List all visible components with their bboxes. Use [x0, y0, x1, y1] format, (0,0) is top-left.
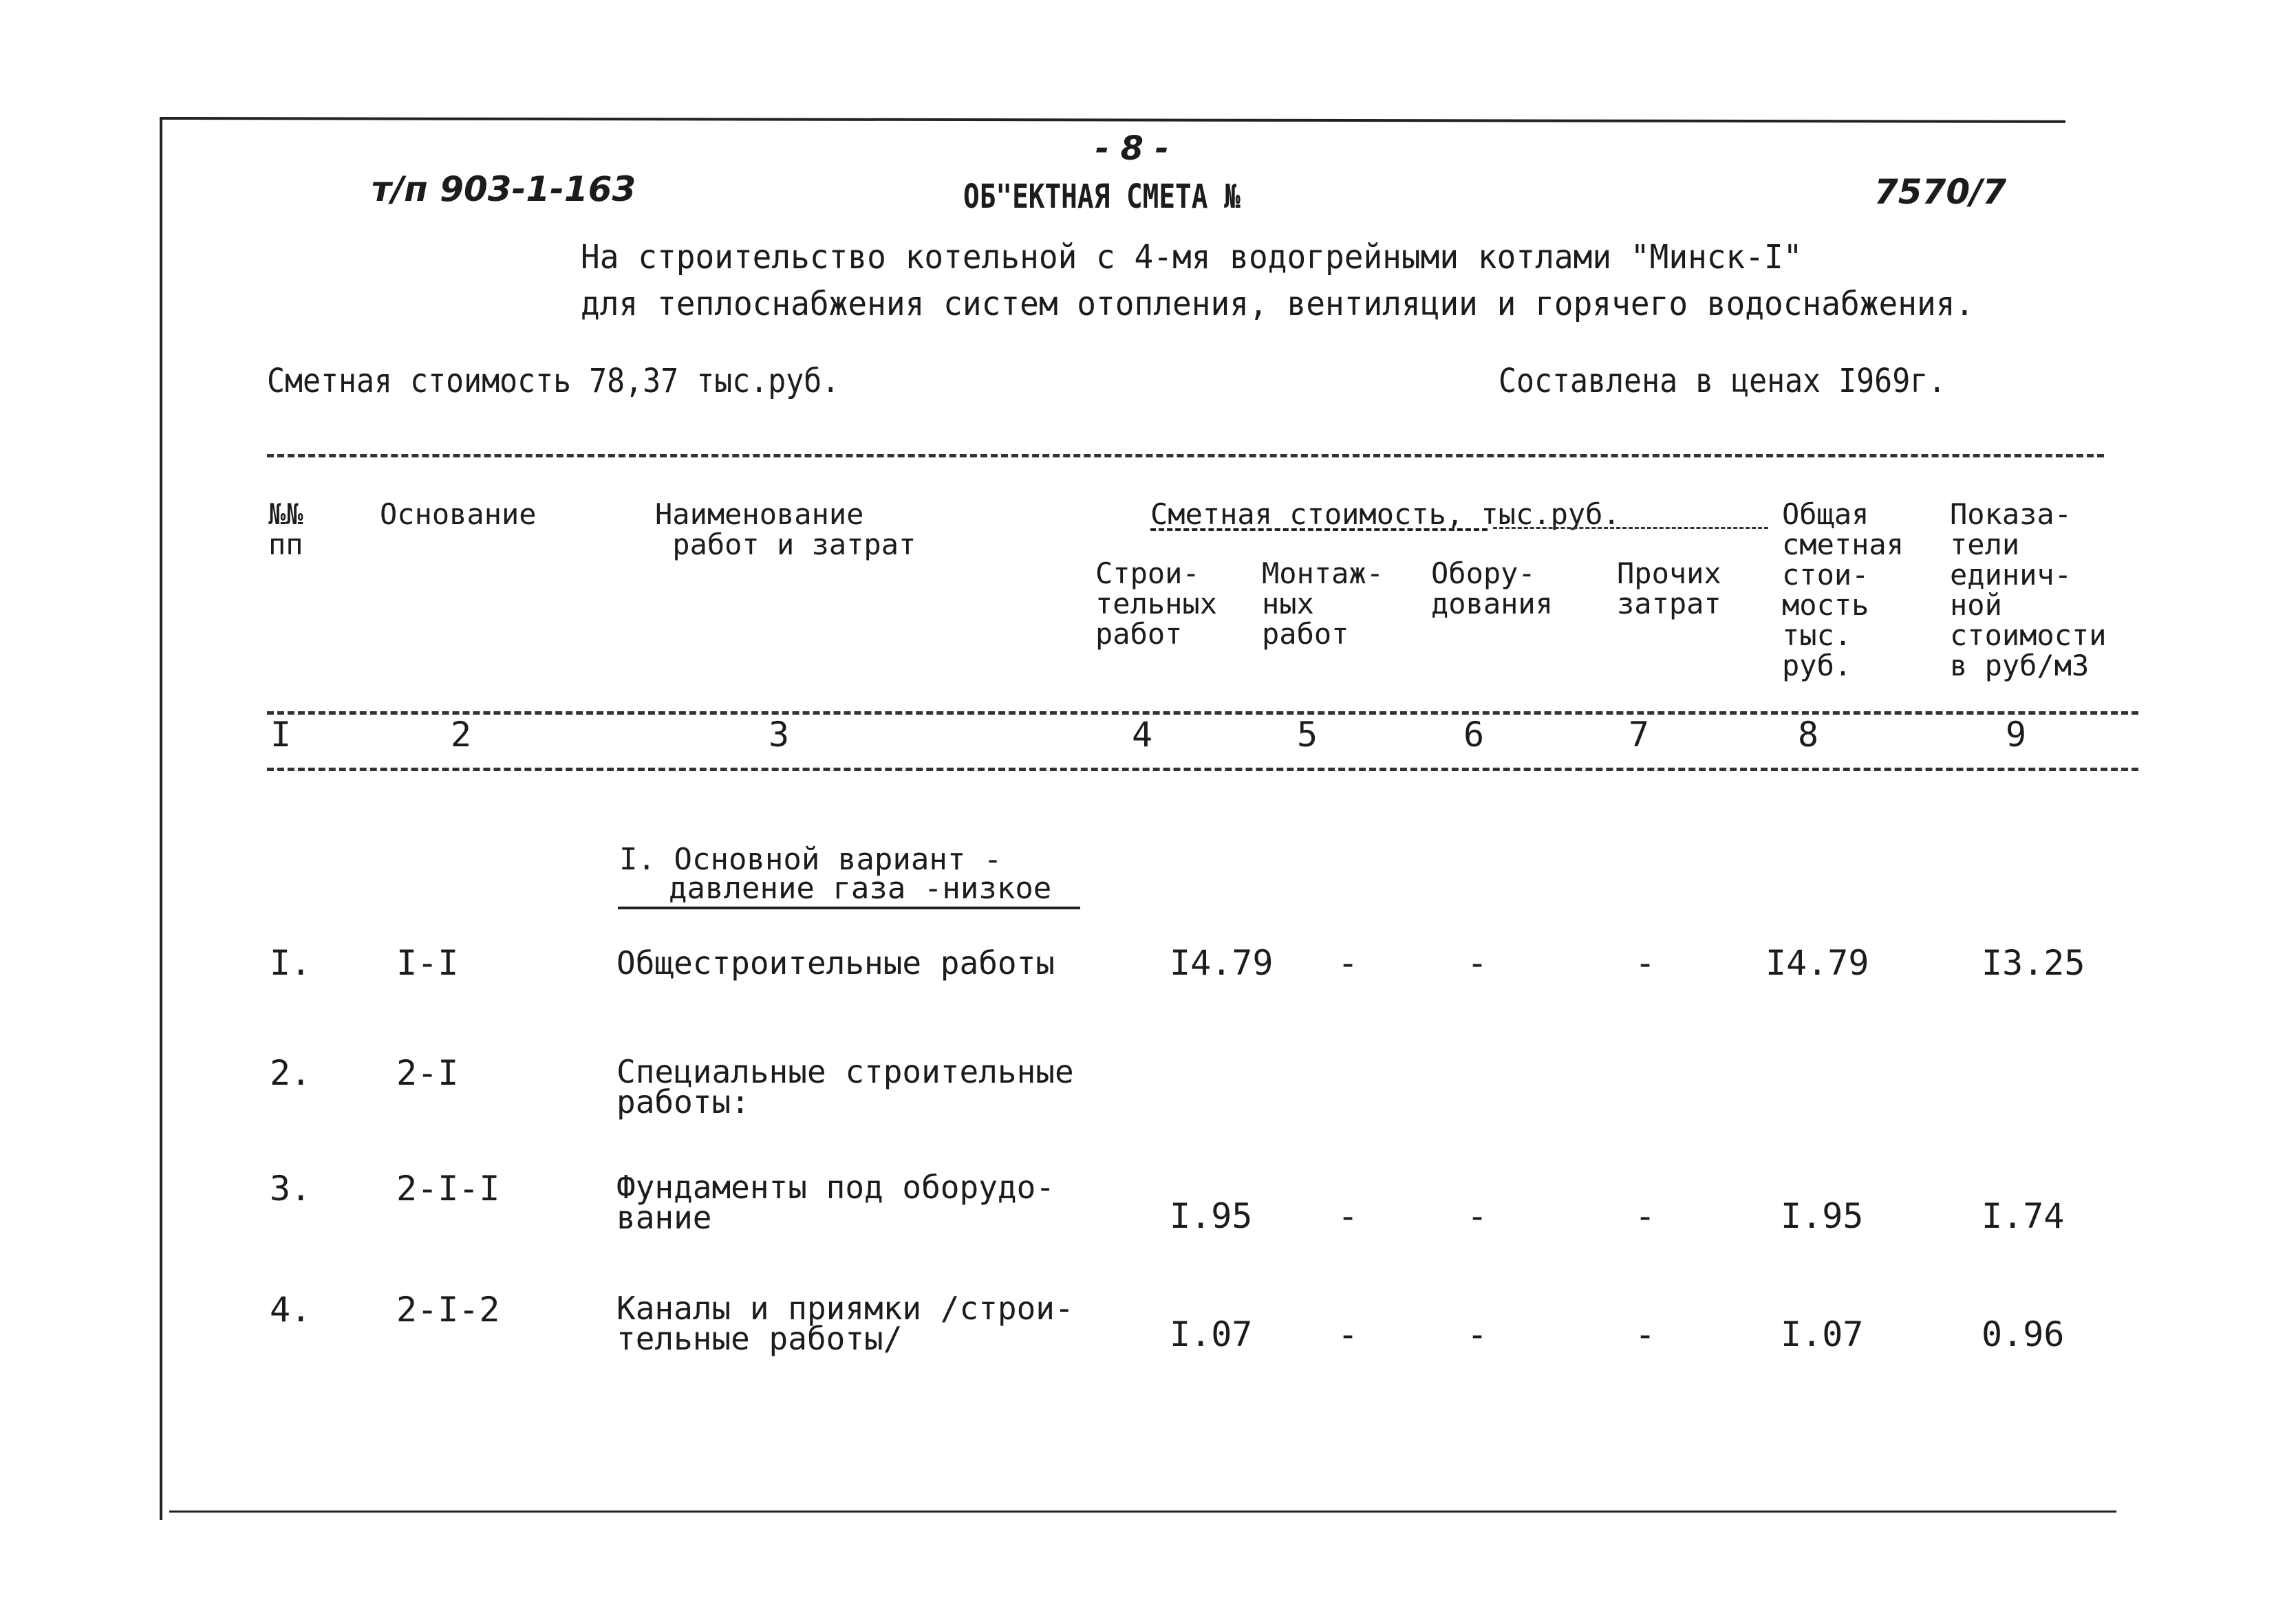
column-number-6: 6	[1463, 715, 1485, 755]
group-header-underline	[1150, 528, 1488, 531]
row-other-cost: -	[1635, 943, 1656, 983]
document-title: ОБ"ЕКТНАЯ СМЕТА №	[963, 177, 1241, 216]
column-header-name: Наименование работ и затрат	[655, 497, 916, 561]
column-header-unit-cost: Показа- тели единич- ной стоимости в руб/м3	[1950, 497, 2107, 682]
row-total-cost: I.95	[1781, 1196, 1864, 1236]
column-numbers-bottom-rule	[267, 768, 2138, 771]
estimate-number: 7570/7	[1874, 172, 2007, 212]
row-number: 3.	[270, 1169, 312, 1209]
estimated-cost: Сметная стоимость 78,37 тыс.руб.	[267, 362, 840, 400]
section-title-line-2: давление газа -низкое	[669, 871, 1052, 906]
column-header-basis: Основание	[380, 497, 537, 531]
row-equipment-cost: -	[1467, 1314, 1488, 1354]
column-number-9: 9	[2005, 715, 2027, 755]
row-number: 4.	[270, 1290, 312, 1330]
column-number-8: 8	[1797, 715, 1819, 755]
row-installation-cost: -	[1338, 943, 1359, 983]
section-title-underline	[618, 907, 1080, 909]
column-header-construction: Строи- тельных работ	[1095, 556, 1218, 651]
column-header-installation: Монтаж- ных работ	[1262, 556, 1384, 651]
row-basis: I-I	[396, 943, 459, 983]
column-number-7: 7	[1628, 715, 1650, 755]
table-top-rule	[267, 454, 2104, 457]
row-construction-cost: I.95	[1170, 1196, 1253, 1236]
column-number-4: 4	[1131, 715, 1153, 755]
row-other-cost: -	[1635, 1196, 1656, 1236]
row-name: Общестроительные работы	[616, 944, 1055, 982]
column-number-2: 2	[450, 715, 472, 755]
row-number: 2.	[270, 1053, 312, 1093]
row-unit-cost: 0.96	[1982, 1314, 2065, 1354]
column-header-other: Прочих затрат	[1617, 556, 1721, 620]
row-total-cost: I4.79	[1765, 943, 1869, 983]
column-group-header: Сметная стоимость, тыс.руб.	[1150, 497, 1620, 531]
section-title-line-1: I. Основной вариант -	[619, 842, 1002, 877]
row-basis: 2-I-2	[396, 1290, 500, 1330]
row-installation-cost: -	[1338, 1314, 1359, 1354]
row-construction-cost: I.07	[1170, 1314, 1253, 1354]
row-other-cost: -	[1635, 1314, 1656, 1354]
row-equipment-cost: -	[1467, 1196, 1488, 1236]
row-total-cost: I.07	[1781, 1314, 1864, 1354]
column-number-3: 3	[768, 715, 790, 755]
frame-left-border	[160, 117, 162, 1520]
price-base: Составлена в ценах I969г.	[1499, 362, 1946, 400]
description-line-2: для теплоснабжения систем отопления, вентиляции и горячего водоснабжения.	[581, 285, 1975, 323]
column-header-number: №№ пп	[268, 497, 303, 561]
frame-bottom-border	[169, 1511, 2116, 1513]
column-number-1: I	[270, 715, 292, 755]
row-unit-cost: I3.25	[1982, 943, 2085, 983]
frame-top-border	[160, 117, 2065, 123]
row-number: I.	[270, 943, 312, 983]
column-header-total: Общая сметная стои- мость тыс. руб.	[1782, 497, 1904, 682]
row-name: Каналы и приямки /строи- тельные работы/	[616, 1290, 1074, 1357]
group-header-tail	[1493, 527, 1768, 529]
row-unit-cost: I.74	[1982, 1196, 2065, 1236]
row-basis: 2-I	[396, 1053, 459, 1093]
column-number-5: 5	[1296, 715, 1318, 755]
column-header-equipment: Обору- дования	[1431, 556, 1554, 620]
project-code: т/п 903-1-163	[372, 169, 636, 209]
row-name: Специальные строительные работы:	[616, 1053, 1074, 1120]
row-installation-cost: -	[1338, 1196, 1359, 1236]
row-name: Фундаменты под оборудо- вание	[616, 1169, 1055, 1236]
row-basis: 2-I-I	[396, 1169, 500, 1209]
description-line-1: На строительство котельной с 4-мя водогрейными котлами "Минск-I"	[581, 238, 1803, 277]
row-construction-cost: I4.79	[1170, 943, 1274, 983]
page-number: - 8 -	[1095, 129, 1169, 168]
column-numbers-top-rule	[267, 711, 2138, 715]
row-equipment-cost: -	[1467, 943, 1488, 983]
